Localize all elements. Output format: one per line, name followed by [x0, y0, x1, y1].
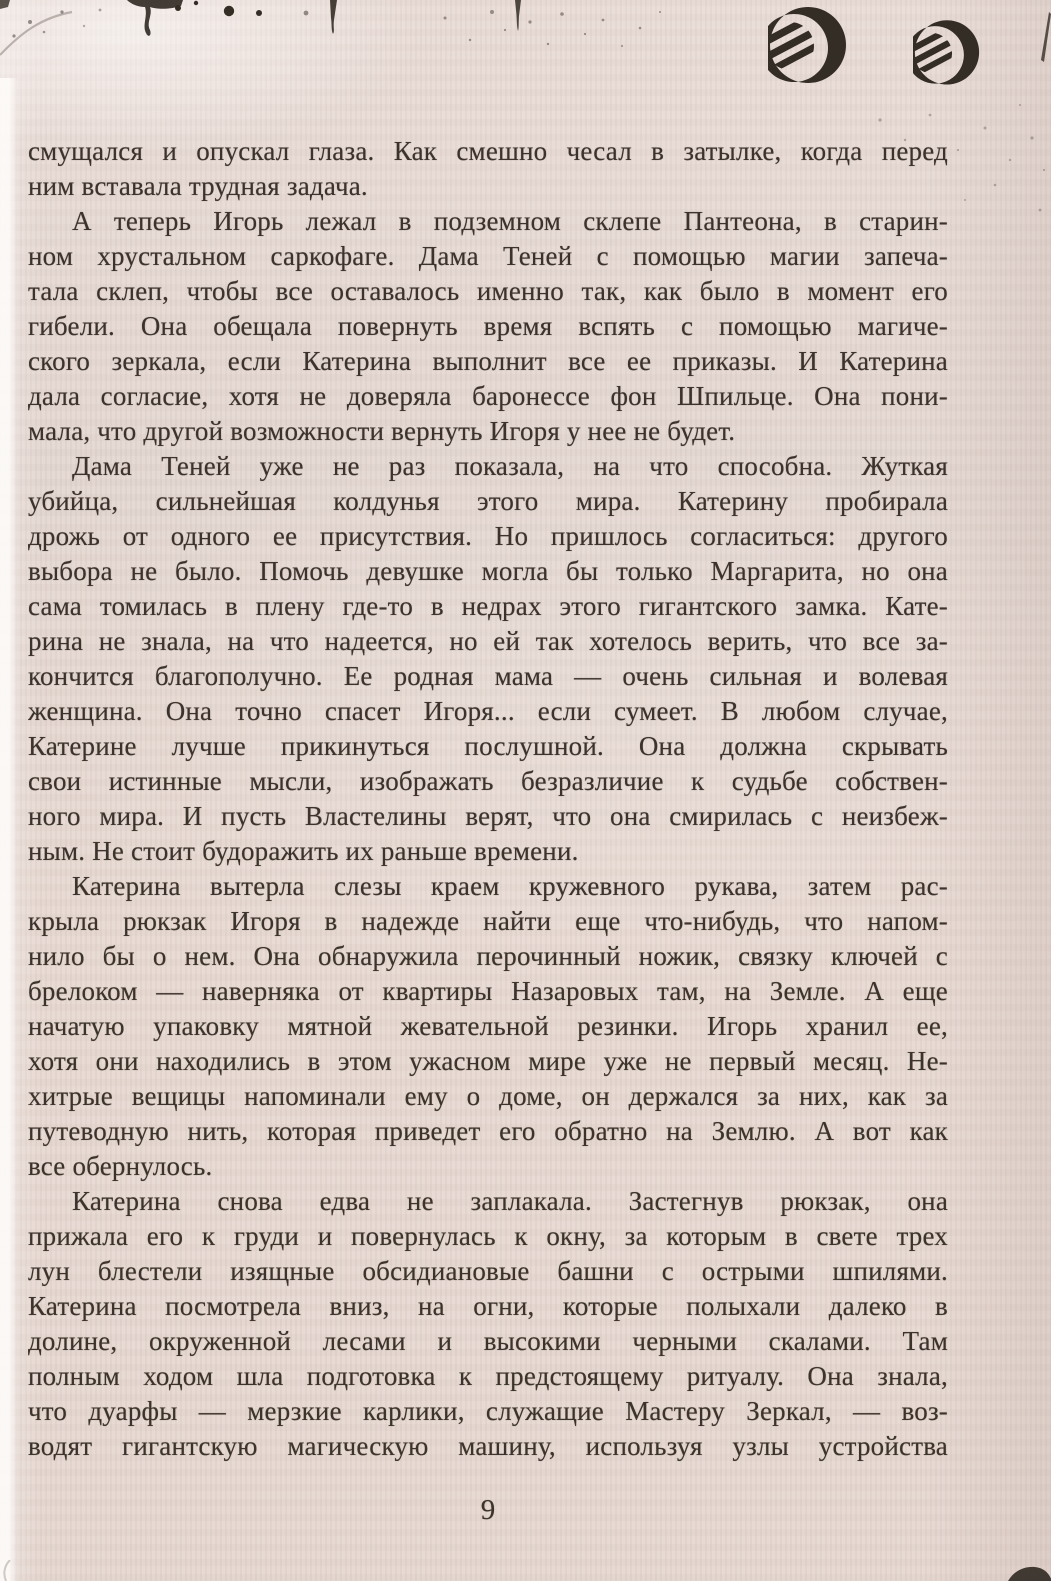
text-line: свои истинные мысли, изображать безразличие к судьбе собствен- — [28, 766, 948, 796]
text-line: крыла рюкзак Игоря в надежде найти еще что-нибудь, что напом- — [28, 906, 948, 936]
text-line: хотя они находились в этом ужасном мире уже не первый месяц. Не- — [28, 1046, 948, 1076]
text-line: что дуарфы — мерзкие карлики, служащие Мастеру Зеркал, — воз- — [28, 1396, 948, 1426]
text-line: дала согласие, хотя не доверяла баронессе фон Шпильце. Она пони- — [28, 381, 948, 411]
text-line: гибели. Она обещала повернуть время вспять с помощью магиче- — [28, 311, 948, 341]
text-line: Дама Теней уже не раз показала, на что способна. Жуткая — [72, 451, 948, 481]
text-line: А теперь Игорь лежал в подземном склепе Пантеона, в старин- — [72, 206, 948, 236]
text-block — [28, 134, 948, 1464]
text-line: прижала его к груди и повернулась к окну, за которым в свете трех — [28, 1221, 948, 1251]
text-line: водят гигантскую магическую машину, используя узлы устройства — [28, 1431, 948, 1461]
text-line: все обернулось. — [28, 1151, 213, 1181]
text-line: ным. Не стоит будоражить их раньше времени. — [28, 836, 579, 866]
text-line: тала склеп, чтобы все оставалось именно так, как было в момент его — [28, 276, 948, 306]
text-line: Катерина посмотрела вниз, на огни, которые полыхали далеко в — [28, 1291, 948, 1321]
text-line: Катерина снова едва не заплакала. Застегнув рюкзак, она — [72, 1186, 948, 1216]
edge-ink-mark — [0, 1560, 20, 1581]
page-number: 9 — [480, 1494, 496, 1526]
text-line: рина не знала, на что надеется, но ей так хотелось верить, что все за- — [28, 626, 948, 656]
text-line: нило бы о нем. Она обнаружила перочинный ножик, связку ключей с — [28, 941, 948, 971]
text-line: начатую упаковку мятной жевательной резинки. Игорь хранил ее, — [28, 1011, 948, 1041]
text-line: мала, что другой возможности вернуть Игоря у нее не будет. — [28, 416, 736, 446]
text-line: ном хрустальном саркофаге. Дама Теней с помощью магии запеча- — [28, 241, 948, 271]
crescent-moon-icon — [768, 2, 848, 86]
text-line: ского зеркала, если Катерина выполнит все ее приказы. И Катерина — [28, 346, 948, 376]
text-line: долине, окруженной лесами и высокими черными скалами. Там — [28, 1326, 948, 1356]
text-line: смущался и опускал глаза. Как смешно чесал в затылке, когда перед — [28, 136, 948, 166]
text-line: брелоком — наверняка от квартиры Назаровых там, на Земле. А еще — [28, 976, 948, 1006]
text-line: убийца, сильнейшая колдунья этого мира. Катерину пробирала — [28, 486, 948, 516]
text-line: полным ходом шла подготовка к предстоящему ритуалу. Она знала, — [28, 1361, 948, 1391]
text-line: хитрые вещицы напоминали ему о доме, он держался за них, как за — [28, 1081, 948, 1111]
text-line: выбора не было. Помочь девушке могла бы только Маргарита, но она — [28, 556, 948, 586]
text-line: дрожь от одного ее присутствия. Но пришлось согласиться: другого — [28, 521, 948, 551]
text-line: кончится благополучно. Ее родная мама — очень сильная и волевая — [28, 661, 948, 691]
crescent-moon-icon — [913, 16, 981, 87]
text-line: лун блестели изящные обсидиановые башни с острыми шпилями. — [28, 1256, 948, 1286]
text-line: женщина. Она точно спасет Игоря... если сумеет. В любом случае, — [28, 696, 948, 726]
text-line: Катерине лучше прикинуться послушной. Она должна скрывать — [28, 731, 948, 761]
text-line: путеводную нить, которая приведет его обратно на Землю. А вот как — [28, 1116, 948, 1146]
corner-ink-mark — [1006, 1563, 1051, 1581]
text-line: ного мира. И пусть Властелины верят, что она смирилась с неизбеж- — [28, 801, 948, 831]
text-line: сама томилась в плену где-то в недрах этого гигантского замка. Кате- — [28, 591, 948, 621]
text-line: ним вставала трудная задача. — [28, 171, 368, 201]
text-line: Катерина вытерла слезы краем кружевного рукава, затем рас- — [72, 871, 948, 901]
scan-edge-highlight — [0, 78, 18, 1581]
